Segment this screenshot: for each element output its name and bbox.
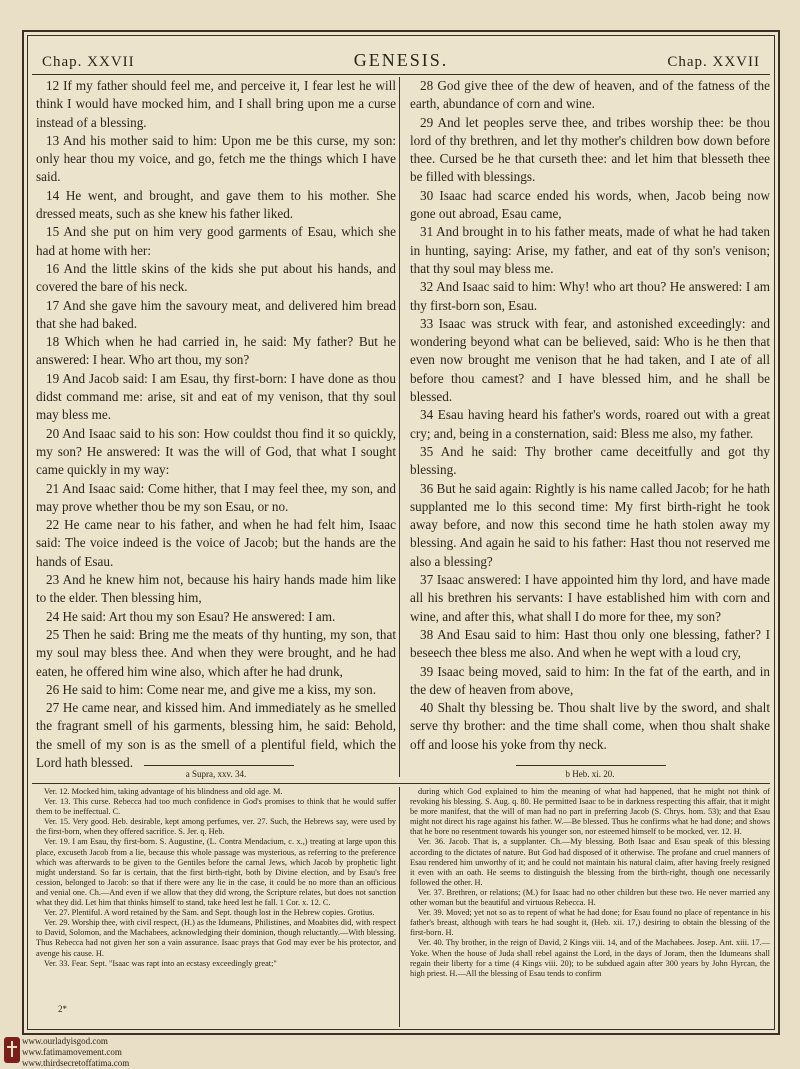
verse: 35 And he said: Thy brother came deceitfully and got thy blessing.: [410, 443, 770, 478]
verse: 34 Esau having heard his father's words, roared out with a great cry; and, being in a consternation, said: Bless me also, my father.: [410, 407, 770, 441]
right-column: [410, 77, 770, 754]
verse: 33 Isaac was struck with fear, and astonished exceedingly: and wondering beyond what can be believed, said: Who is he then that even now brought me venison that he had taken, and I ate of all before thou camest? and I have blessed him, and he shall be blessed.: [410, 315, 770, 405]
note: Ver. 33. Fear. Sept. "Isaac was rapt into an ecstasy exceedingly great;": [44, 958, 277, 968]
footnote-rule-left: [144, 765, 294, 766]
verse: 15 And she put on him very good garments of Esau, which she had at home with her:: [36, 224, 396, 258]
verse: 20 And Isaac said to his son: How couldst thou find it so quickly, my son? He answered: It was the will of God, that what I sought came quickly in my way:: [36, 425, 396, 478]
verse: 18 Which when he had carried in, he said: My father? But he answered: I hear. Who art thou, my son?: [36, 334, 396, 368]
note: Ver. 36. Jacob. That is, a supplanter. Ch.—My blessing. Both Isaac and Esau speak of this blessing according to the dictates of nature. But God had disposed of it otherwise. The profane and cruel manners of Esau rendered him unworthy of it; and he could not maintain his natural claim, after having freely resigned it even with an oath. He seems to distinguish the blessing from the birth-right, though one necessarily followed the other. H.: [410, 837, 770, 887]
note: Ver. 29. Worship thee, with civil respect, (H.) as the Idumeans, Philistines, and Moabites did, with respect to David, Solomon, and the Machabees, acknowledging their dominion, though reluctantly.—With blessing. Thus Rebecca had not given her son a vain assurance. Isaac prays that God may ever be his protector, and avenge his cause. H.: [36, 918, 396, 958]
verse: 36 But he said again: Rightly is his name called Jacob; for he hath supplanted me lo this second time: My first birth-right he took away before, and now this second time he hath stolen away my blessing. And again he said to his father: Hast thou not reserved me also a blessing?: [410, 480, 770, 569]
column-divider: [399, 77, 400, 777]
note: Ver. 37. Brethren, or relations; (M.) for Isaac had no other children but these two. He never married any other woman but the beautiful and virtuous Rebecca. H.: [410, 887, 770, 908]
verse: 32 And Isaac said to him: Why! who art thou? He answered: I am thy first-born son, Esau.: [410, 279, 770, 313]
verse: 13 And his mother said to him: Upon me be this curse, my son: only hear thou my voice, and go, fetch me the things which I have said.: [36, 132, 396, 185]
verse: 26 He said to him: Come near me, and give me a kiss, my son.: [46, 681, 376, 697]
notes-rule: [32, 783, 770, 784]
note: Ver. 13. This curse. Rebecca had too much confidence in God's promises to think that he would suffer them to be ineffectual. C.: [36, 797, 396, 817]
footnote-rule-right: [516, 765, 666, 766]
verse: 24 He said: Art thou my son Esau? He answered: I am.: [46, 608, 336, 624]
verse: 39 Isaac being moved, said to him: In the fat of the earth, and in the dew of heaven from above,: [410, 663, 770, 697]
page-header: [34, 48, 768, 74]
note: Ver. 12. Mocked him, taking advantage of his blindness and old age. M.: [44, 787, 283, 796]
verse: 21 And Isaac said: Come hither, that I may feel thee, my son, and may prove whether thou be my son Esau, or no.: [36, 480, 396, 514]
verse: 16 And the little skins of the kids she put about his hands, and covered the bare of his neck.: [36, 260, 396, 295]
footer-link[interactable]: www.thirdsecretoffatima.com: [22, 1058, 130, 1068]
commentary-left: [36, 787, 396, 969]
header-book-title: GENESIS.: [353, 50, 449, 70]
verse: 31 And brought in to his father meats, made of what he had taken in hunting, saying: Arise, my father, and eat of thy son's venison; that thy soul may bless me.: [410, 224, 770, 276]
note: Ver. 15. Very good. Heb. desirable, kept among perfumes, ver. 27. Such, the Hebrews say, were used by the first-born, when they offered sacrifice. S. Jer. q. Heb.: [36, 817, 396, 837]
commentary-right: [410, 787, 770, 979]
note: Ver. 40. Thy brother, in the reign of David, 2 Kings viii. 14, and of the Machabees. Josep. Ant. xiii. 17.—Yoke. When the house of Juda shall rebel against the Lord, in the days of Joram, then the Idumeans shall regain their liberty for a time (4 Kings viii. 20); to be subdued again after 300 years by John Hyrcan, the high priest. H.—All the blessing of Esau tends to confirm: [410, 938, 770, 978]
note: Ver. 39. Moved; yet not so as to repent of what he had done; for Esau found no place of repentance in his father's breast, although with tears he had sought it, (Heb. xii. 17,) desiring to obtain the blessing of the first-born. H.: [410, 908, 770, 938]
footer-link[interactable]: www.ourladyisgod.com: [22, 1036, 108, 1046]
verse: 38 And Esau said to him: Hast thou only one blessing, father? I beseech thee bless me also. And when he wept with a loud cry,: [410, 626, 770, 661]
verse: 27 He came near, and kissed him. And immediately as he smelled the fragrant smell of his garments, blessing him, he said: Behold, the smell of my son is as the smell of a plentiful field, which the Lord hath blessed.: [36, 700, 396, 770]
verse: 23 And he knew him not, because his hairy hands made him like to the elder. Then blessing him,: [36, 572, 396, 606]
verse: 14 He went, and brought, and gave them to his mother. She dressed meats, such as she knew his father liked.: [36, 187, 396, 222]
verse: 25 Then he said: Bring me the meats of thy hunting, my son, that my soul may bless thee. And when they were brought, and he had eaten, he offered him wine also, which after he had drunk,: [36, 626, 396, 679]
signature-mark: 2*: [58, 1004, 67, 1014]
verse: 30 Isaac had scarce ended his words, when, Jacob being now gone out abroad, Esau came,: [410, 187, 770, 222]
note: Ver. 27. Plentiful. A word retained by the Sam. and Sept. though lost in the Hebrew copies. Grotius.: [44, 908, 375, 918]
left-column: [36, 77, 396, 772]
footnote-right: b Heb. xi. 20.: [565, 769, 615, 779]
verse: 17 And she gave him the savoury meat, and delivered him bread that she had baked.: [36, 297, 396, 331]
footer-links: [22, 1036, 129, 1069]
verse: 40 Shalt thy blessing be. Thou shalt live by the sword, and shalt serve thy brother: and the time shall come, when thou shalt shake off and loose his yoke from thy neck.: [410, 700, 770, 752]
footer-link[interactable]: www.fatimamovement.com: [22, 1047, 122, 1057]
footnote-left: a Supra, xxv. 34.: [185, 769, 247, 779]
verse: 37 Isaac answered: I have appointed him thy lord, and have made all his brethren his servants: I have established him with corn and wine, and after this, what shall I do more for thee, my son?: [410, 572, 770, 624]
verse: 28 God give thee of the dew of heaven, and of the fatness of the earth, abundance of corn and wine.: [410, 78, 770, 112]
header-chapter-left: Chap. XXVII: [42, 54, 135, 70]
scripture-page: [22, 30, 780, 1035]
verse: 12 If my father should feel me, and perceive it, I fear lest he will think I would have mocked him, and I shall bring upon me a curse instead of a blessing.: [36, 78, 396, 130]
site-logo-icon: [4, 1037, 20, 1063]
header-chapter-right: Chap. XXVII: [667, 54, 760, 70]
note: during which God explained to him the meaning of what had happened, that he might not think of revoking his blessing. S. Aug. q. 80. He permitted Isaac to be in darkness respecting this affair, that it might be more manifest, that the will of man had no part in preferring Jacob (S. Chrys. hom. 53); and that Esau might not direct his rage against his father. W.—Be blessed. Thus he confirms what he had done; and shows that he bore no resentment towards his younger son, nor esteemed himself to be mocked, ver. 12. H.: [410, 787, 770, 837]
notes-divider: [399, 787, 400, 1027]
verse: 22 He came near to his father, and when he had felt him, Isaac said: The voice indeed is the voice of Jacob; but the hands are the hands of Esau.: [36, 517, 396, 569]
verse: 29 And let peoples serve thee, and tribes worship thee: be thou lord of thy brethren, and let thy mother's children bow down before thee. Cursed be he that curseth thee: and let him that blesseth thee be filled with blessings.: [410, 114, 770, 185]
header-rule: [32, 74, 770, 75]
note: Ver. 19. I am Esau, thy first-born. S. Augustine, (L. Contra Mendacium, c. x.,) treating at large upon this place, excuseth Jacob from a lie, because this whole passage was mysterious, as referring to the preference which was afterwards to be given to the Gentiles before the carnal Jews, which Jacob by prophetic light might understand. So far is certain, that the first birth-right, both by Divine election, and by Esau's free cession, belonged to Jacob: so that if there were any lie in the case, it could be no more than an officious and venial one. Ch.—And even if we allow that they did wrong, the Scripture relates, but does not sanction what they did. Let him that thinks himself to stand, take heed lest he fall. 1 Cor. x. 12. C.: [36, 837, 396, 908]
verse: 19 And Jacob said: I am Esau, thy first-born: I have done as thou didst command me: arise, sit and eat of my venison, that thy soul may bless me.: [36, 370, 396, 423]
